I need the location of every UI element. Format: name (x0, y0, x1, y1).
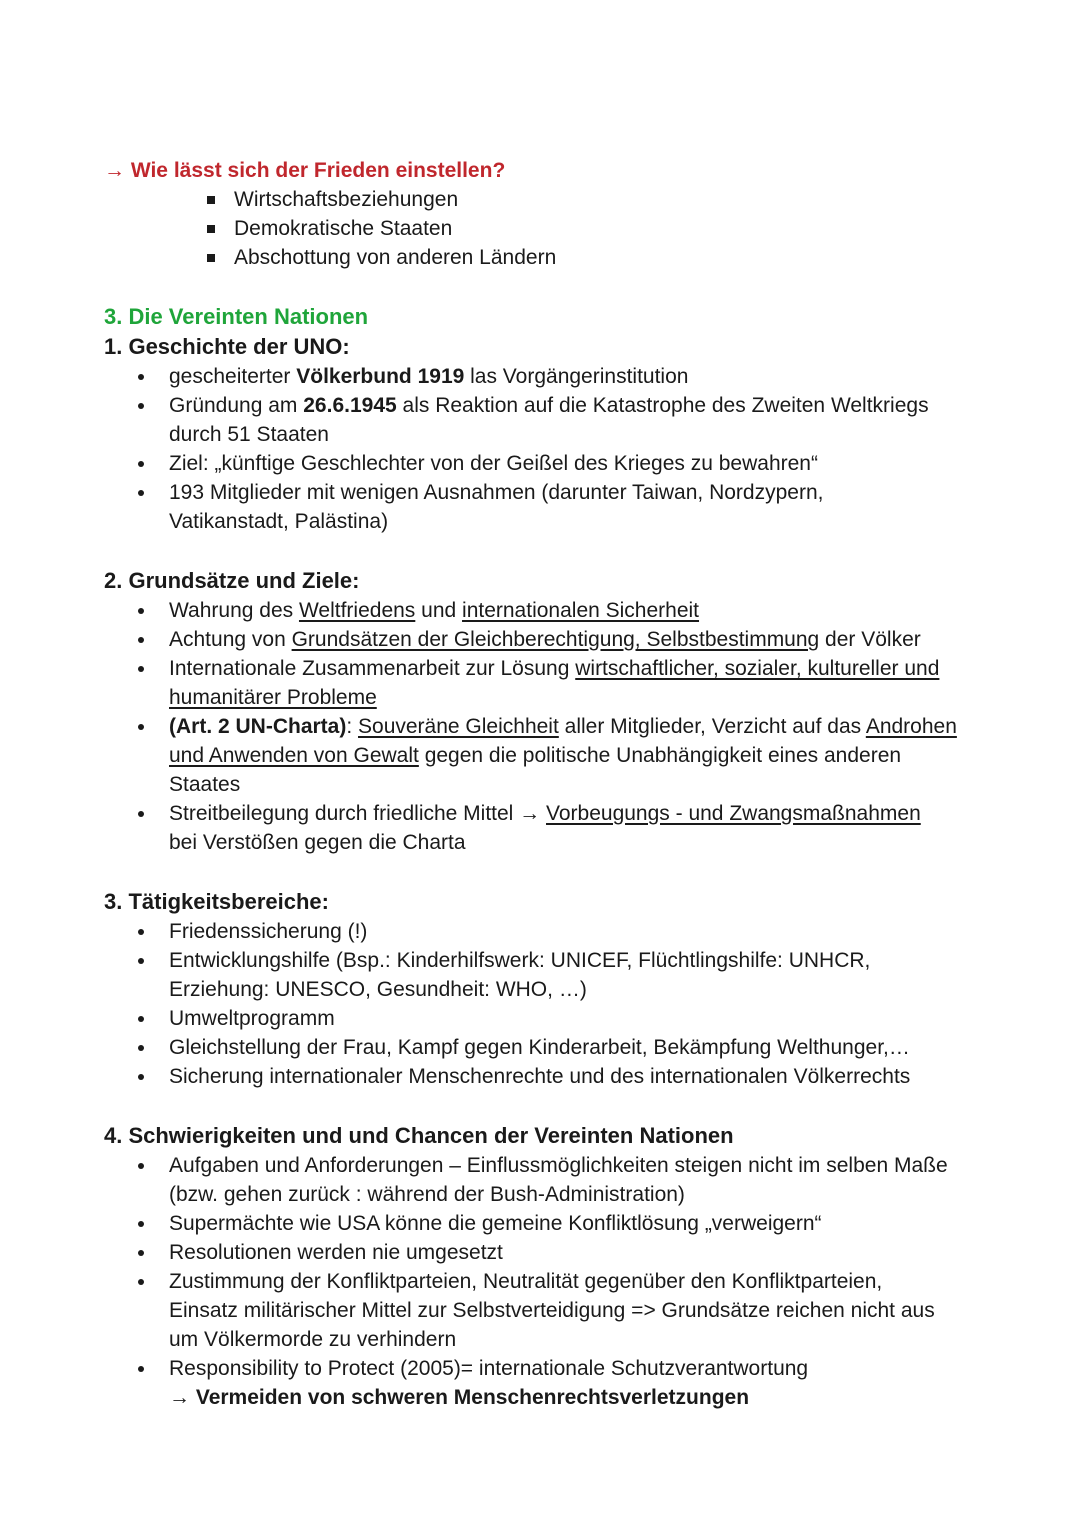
question-heading: → Wie lässt sich der Frieden einstellen? (104, 159, 506, 182)
list-item: Zustimmung der Konfliktparteien, Neutralität gegenüber den Konfliktparteien, Einsatz militärischer Mittel zur Selbstverteidigung => Grundsätze reichen nicht aus um Völkermorde zu verhindern (104, 1267, 1004, 1354)
list-item: Gleichstellung der Frau, Kampf gegen Kinderarbeit, Bekämpfung Welthunger,… (104, 1033, 1004, 1062)
bullet-icon (138, 490, 144, 496)
list-item: 193 Mitglieder mit wenigen Ausnahmen (darunter Taiwan, Nordzypern, Vatikanstadt, Palästina) (104, 478, 1004, 536)
square-bullet-icon (207, 196, 215, 204)
chapter-title: 3. Die Vereinten Nationen (104, 304, 369, 329)
bullet-icon (138, 374, 144, 380)
list-item: Demokratische Staaten (204, 214, 1004, 243)
bullet-icon (138, 1074, 144, 1080)
list-item: Entwicklungshilfe (Bsp.: Kinderhilfswerk: UNICEF, Flüchtlingshilfe: UNHCR, Erziehung: UNESCO, Gesundheit: WHO, …) (104, 946, 1004, 1004)
list-item: Gründung am 26.6.1945 als Reaktion auf die Katastrophe des Zweiten Weltkriegs durch 51 Staaten (104, 391, 1004, 449)
bullet-icon (138, 637, 144, 643)
bullet-icon (138, 724, 144, 730)
history-list (104, 362, 1004, 536)
bullet-icon (138, 1279, 144, 1285)
list-item: Streitbeilegung durch friedliche Mittel → Vorbeugungs - und Zwangsmaßnahmen bei Verstößen gegen die Charta (104, 799, 1004, 857)
list-item: Aufgaben und Anforderungen – Einflussmöglichkeiten steigen nicht im selben Maße (bzw. gehen zurück : während der Bush-Administration) (104, 1151, 1004, 1209)
bullet-icon (138, 1250, 144, 1256)
bullet-icon (138, 1366, 144, 1372)
bullet-icon (138, 403, 144, 409)
principles-list (104, 596, 1004, 857)
list-item: (Art. 2 UN-Charta): Souveräne Gleichheit aller Mitglieder, Verzicht auf das Androhen und Anwenden von Gewalt gegen die politische Unabhängigkeit eines anderen Staates (104, 712, 1004, 799)
list-item: Wirtschaftsbeziehungen (204, 185, 1004, 214)
list-item: Wahrung des Weltfriedens und internationalen Sicherheit (104, 596, 1004, 625)
bullet-icon (138, 666, 144, 672)
list-item: Internationale Zusammenarbeit zur Lösung wirtschaftlicher, sozialer, kultureller und humanitärer Probleme (104, 654, 1004, 712)
activities-list (104, 917, 1004, 1091)
list-item: Responsibility to Protect (2005)= internationale Schutzverantwortung → Vermeiden von schweren Menschenrechtsverletzungen (104, 1354, 1004, 1412)
section-title-principles: 2. Grundsätze und Ziele: (104, 568, 360, 593)
document-page (104, 156, 1004, 1412)
list-item: gescheiterter Völkerbund 1919 las Vorgängerinstitution (104, 362, 1004, 391)
list-item: Umweltprogramm (104, 1004, 1004, 1033)
section-title-challenges: 4. Schwierigkeiten und und Chancen der Vereinten Nationen (104, 1123, 734, 1148)
arrow-conclusion: → Vermeiden von schweren Menschenrechtsverletzungen (169, 1386, 750, 1409)
list-item: Friedenssicherung (!) (104, 917, 1004, 946)
bullet-icon (138, 929, 144, 935)
list-item: Resolutionen werden nie umgesetzt (104, 1238, 1004, 1267)
list-item: Sicherung internationaler Menschenrechte und des internationalen Völkerrechts (104, 1062, 1004, 1091)
bullet-icon (138, 1221, 144, 1227)
list-item: Abschottung von anderen Ländern (204, 243, 1004, 272)
square-bullet-icon (207, 225, 215, 233)
bullet-icon (138, 1045, 144, 1051)
bullet-icon (138, 811, 144, 817)
bullet-icon (138, 461, 144, 467)
bullet-icon (138, 1163, 144, 1169)
list-item: Achtung von Grundsätzen der Gleichberechtigung, Selbstbestimmung der Völker (104, 625, 1004, 654)
section-title-history: 1. Geschichte der UNO: (104, 334, 350, 359)
challenges-list (104, 1151, 1004, 1412)
question-list (104, 185, 1004, 272)
section-title-activities: 3. Tätigkeitsbereiche: (104, 889, 329, 914)
bullet-icon (138, 958, 144, 964)
list-item: Supermächte wie USA könne die gemeine Konfliktlösung „verweigern“ (104, 1209, 1004, 1238)
list-item: Ziel: „künftige Geschlechter von der Geißel des Krieges zu bewahren“ (104, 449, 1004, 478)
bullet-icon (138, 1016, 144, 1022)
square-bullet-icon (207, 254, 215, 262)
bullet-icon (138, 608, 144, 614)
